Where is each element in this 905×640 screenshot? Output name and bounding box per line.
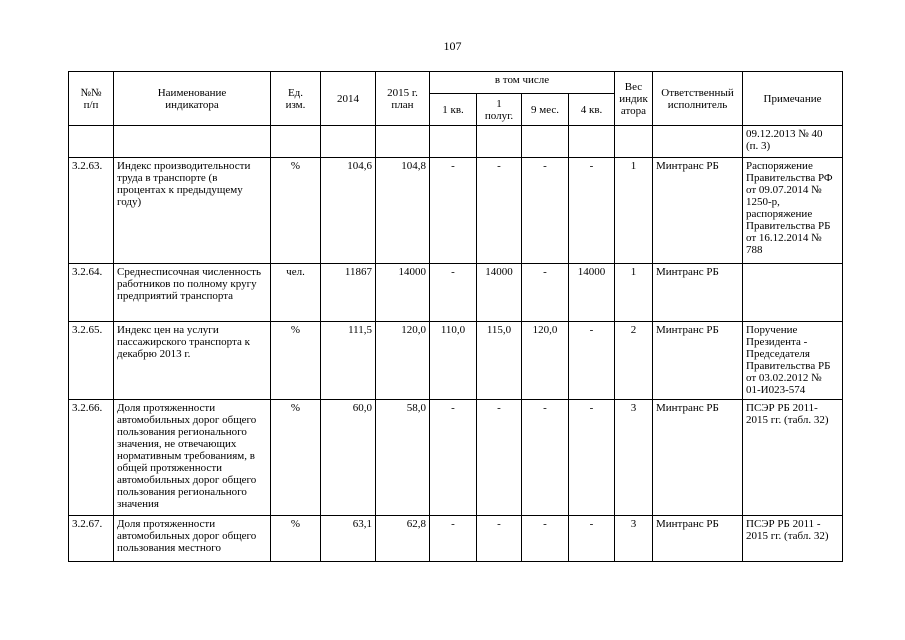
note-cell: Распоряжение Правительства РФ от 09.07.2014 № 1250-р, распоряжение Правительства РБ от 16.12.2014 № 788 [743,158,843,264]
indicator-weight: 1 [615,264,653,322]
row-number: 3.2.66. [69,400,114,516]
value-q4: 14000 [569,264,615,322]
note-cell: Поручение Президента - Председателя Правительства РБ от 03.02.2012 № 01-И023-574 [743,322,843,400]
value-2015-plan: 104,8 [376,158,430,264]
value-2014 [321,126,376,158]
value-q4: - [569,516,615,562]
indicator-name [114,126,271,158]
value-h1: 115,0 [477,322,522,400]
responsible-executor: Минтранс РБ [653,400,743,516]
value-q4: - [569,158,615,264]
value-2015-plan: 14000 [376,264,430,322]
table-row [69,126,843,158]
responsible-executor [653,126,743,158]
header-9m: 9 мес. [522,94,569,126]
indicators-table [68,71,843,562]
unit-cell: % [271,516,321,562]
indicator-name: Индекс цен на услуги пассажирского транспорта к декабрю 2013 г. [114,322,271,400]
indicator-weight [615,126,653,158]
value-9m: 120,0 [522,322,569,400]
value-9m: - [522,264,569,322]
note-cell: 09.12.2013 № 40 (п. 3) [743,126,843,158]
value-9m: - [522,516,569,562]
value-h1: - [477,400,522,516]
table-row [69,158,843,264]
value-q1: - [430,400,477,516]
table-row [69,516,843,562]
row-number: 3.2.65. [69,322,114,400]
unit-cell: % [271,400,321,516]
value-9m [522,126,569,158]
note-cell [743,264,843,322]
value-2014: 104,6 [321,158,376,264]
indicator-name: Доля протяженности автомобильных дорог общего пользования местного [114,516,271,562]
unit-cell: % [271,322,321,400]
header-q1: 1 кв. [430,94,477,126]
value-h1: - [477,158,522,264]
value-q1 [430,126,477,158]
header-2015-plan: 2015 г. план [376,72,430,126]
value-2014: 63,1 [321,516,376,562]
note-cell: ПСЭР РБ 2011 - 2015 гг. (табл. 32) [743,516,843,562]
value-q1: - [430,264,477,322]
table-row [69,264,843,322]
value-q1: - [430,516,477,562]
header-q4: 4 кв. [569,94,615,126]
indicator-weight: 1 [615,158,653,264]
value-q1: - [430,158,477,264]
row-number: 3.2.67. [69,516,114,562]
value-h1: 14000 [477,264,522,322]
value-2015-plan: 58,0 [376,400,430,516]
table-row [69,400,843,516]
header-name: Наименование индикатора [114,72,271,126]
header-unit: Ед. изм. [271,72,321,126]
value-q4: - [569,322,615,400]
header-weight: Вес индик атора [615,72,653,126]
unit-cell: % [271,158,321,264]
header-2014: 2014 [321,72,376,126]
header-including: в том числе [430,72,615,94]
header-h1: 1 полуг. [477,94,522,126]
indicator-name: Доля протяженности автомобильных дорог общего пользования регионального значения, не отвечающих нормативным требованиям, в общей протяженности автомобильных дорог общего пользования регионального значения [114,400,271,516]
row-number: 3.2.63. [69,158,114,264]
value-q4 [569,126,615,158]
page-number: 107 [443,39,462,53]
value-2014: 11867 [321,264,376,322]
unit-cell [271,126,321,158]
value-2014: 111,5 [321,322,376,400]
value-2015-plan: 120,0 [376,322,430,400]
value-2014: 60,0 [321,400,376,516]
value-q4: - [569,400,615,516]
indicator-name: Индекс производительности труда в транспорте (в процентах к предыдущему году) [114,158,271,264]
note-cell: ПСЭР РБ 2011-2015 гг. (табл. 32) [743,400,843,516]
value-9m: - [522,400,569,516]
unit-cell: чел. [271,264,321,322]
responsible-executor: Минтранс РБ [653,322,743,400]
indicator-weight: 3 [615,400,653,516]
value-2015-plan [376,126,430,158]
value-h1 [477,126,522,158]
responsible-executor: Минтранс РБ [653,516,743,562]
value-2015-plan: 62,8 [376,516,430,562]
responsible-executor: Минтранс РБ [653,158,743,264]
value-h1: - [477,516,522,562]
row-number [69,126,114,158]
value-q1: 110,0 [430,322,477,400]
table-row [69,322,843,400]
indicator-weight: 2 [615,322,653,400]
indicator-name: Среднесписочная численность работников по полному кругу предприятий транспорта [114,264,271,322]
header-responsible: Ответственный исполнитель [653,72,743,126]
indicator-weight: 3 [615,516,653,562]
header-note: Примечание [743,72,843,126]
row-number: 3.2.64. [69,264,114,322]
header-num: №№ п/п [69,72,114,126]
value-9m: - [522,158,569,264]
responsible-executor: Минтранс РБ [653,264,743,322]
